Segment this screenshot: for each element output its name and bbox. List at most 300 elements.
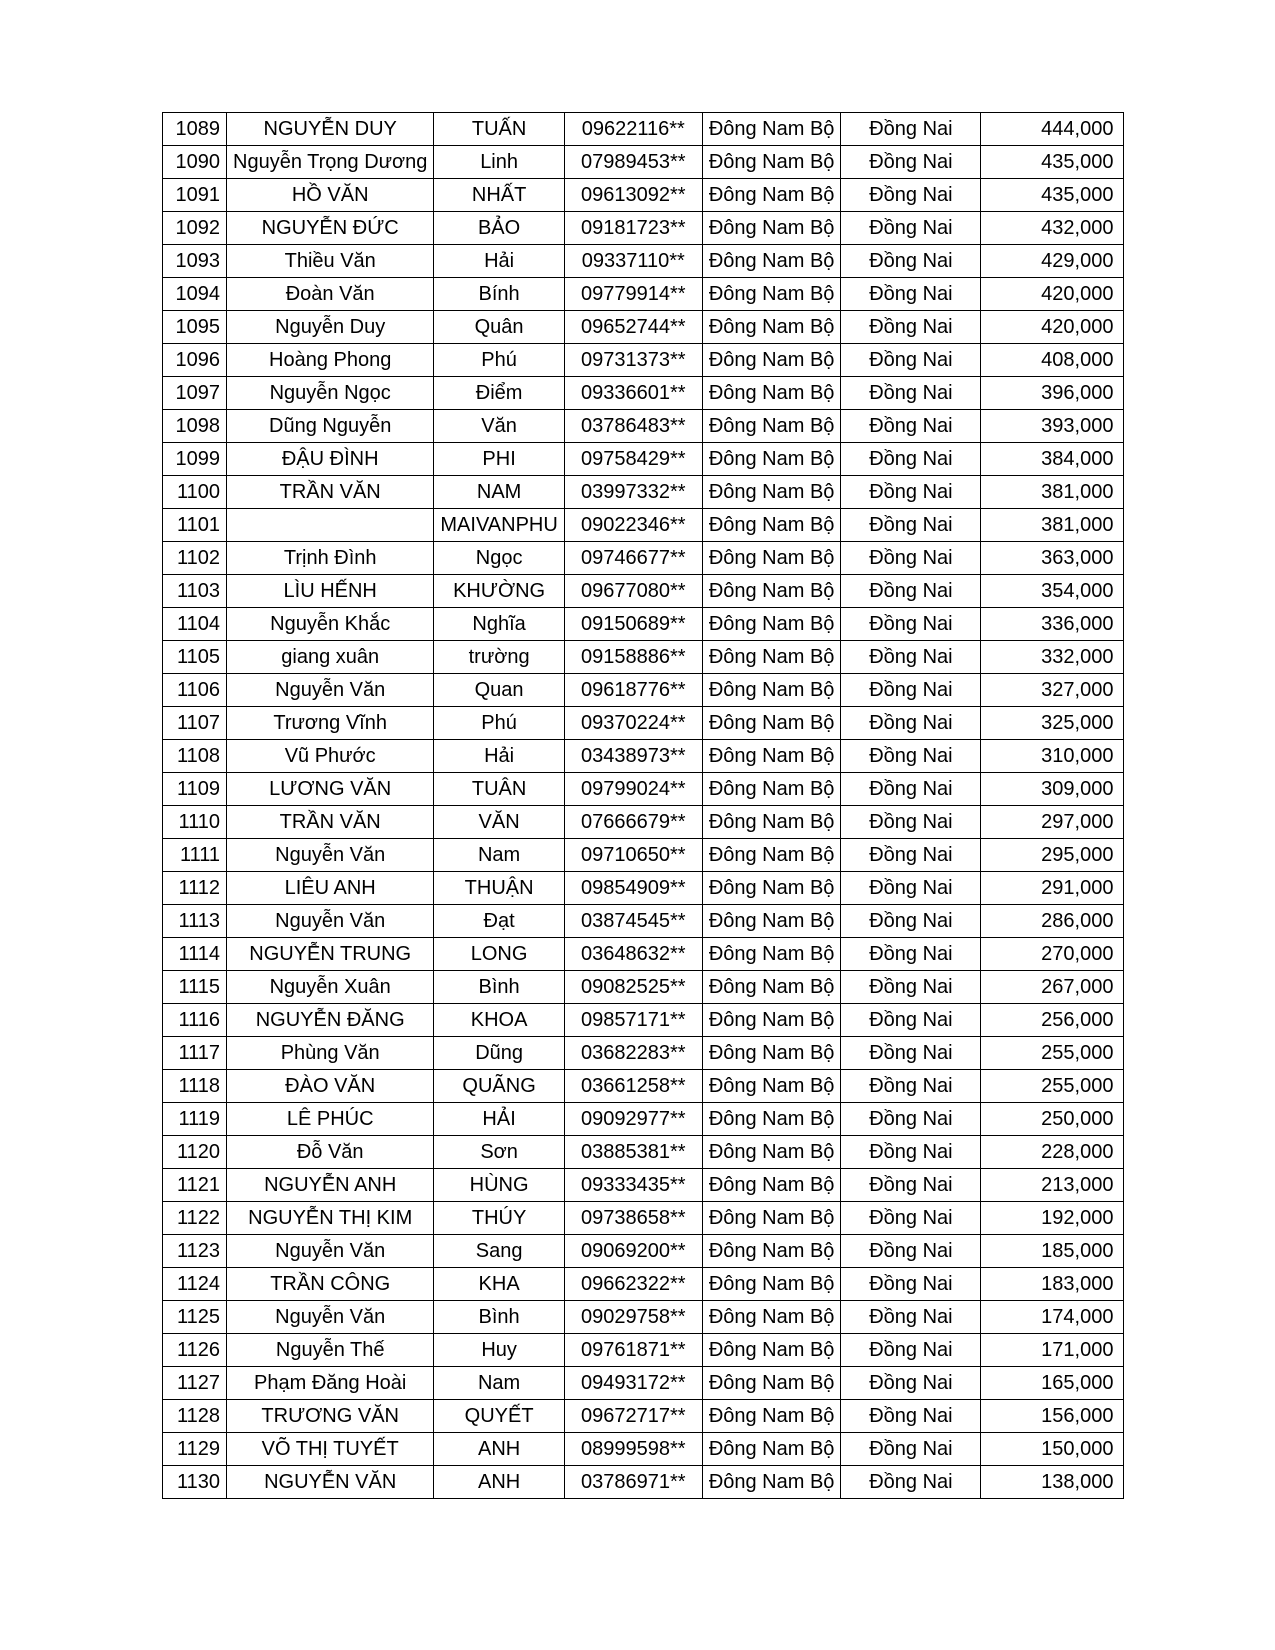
region-cell: Đông Nam Bộ (702, 938, 841, 971)
amount-cell: 255,000 (981, 1037, 1124, 1070)
given-name-cell: Hải (434, 740, 564, 773)
surname-cell: Nguyễn Văn (227, 1301, 434, 1334)
given-name-cell: ANH (434, 1466, 564, 1499)
surname-cell: Nguyễn Khắc (227, 608, 434, 641)
province-cell: Đồng Nai (841, 410, 981, 443)
phone-cell: 09622116** (564, 113, 702, 146)
surname-cell: Nguyễn Văn (227, 674, 434, 707)
surname-cell: LIÊU ANH (227, 872, 434, 905)
given-name-cell: PHI (434, 443, 564, 476)
region-cell: Đông Nam Bộ (702, 740, 841, 773)
given-name-cell: TUẤN (434, 113, 564, 146)
province-cell: Đồng Nai (841, 1103, 981, 1136)
row-number-cell: 1116 (163, 1004, 227, 1037)
table-row (163, 1400, 1124, 1433)
amount-cell: 444,000 (981, 113, 1124, 146)
table-row (163, 674, 1124, 707)
table-row (163, 1466, 1124, 1499)
row-number-cell: 1129 (163, 1433, 227, 1466)
province-cell: Đồng Nai (841, 1136, 981, 1169)
province-cell: Đồng Nai (841, 245, 981, 278)
given-name-cell: Huy (434, 1334, 564, 1367)
surname-cell: NGUYỄN VĂN (227, 1466, 434, 1499)
row-number-cell: 1098 (163, 410, 227, 443)
region-cell: Đông Nam Bộ (702, 575, 841, 608)
province-cell: Đồng Nai (841, 1004, 981, 1037)
row-number-cell: 1117 (163, 1037, 227, 1070)
region-cell: Đông Nam Bộ (702, 410, 841, 443)
province-cell: Đồng Nai (841, 641, 981, 674)
surname-cell: TRẦN VĂN (227, 476, 434, 509)
phone-cell: 07989453** (564, 146, 702, 179)
table-row (163, 608, 1124, 641)
surname-cell: giang xuân (227, 641, 434, 674)
surname-cell: TRƯƠNG VĂN (227, 1400, 434, 1433)
province-cell: Đồng Nai (841, 212, 981, 245)
surname-cell: Nguyễn Văn (227, 905, 434, 938)
phone-cell: 09181723** (564, 212, 702, 245)
given-name-cell: VĂN (434, 806, 564, 839)
phone-cell: 07666679** (564, 806, 702, 839)
province-cell: Đồng Nai (841, 377, 981, 410)
region-cell: Đông Nam Bộ (702, 1433, 841, 1466)
amount-cell: 327,000 (981, 674, 1124, 707)
phone-cell: 09758429** (564, 443, 702, 476)
province-cell: Đồng Nai (841, 971, 981, 1004)
province-cell: Đồng Nai (841, 278, 981, 311)
region-cell: Đông Nam Bộ (702, 839, 841, 872)
region-cell: Đông Nam Bộ (702, 443, 841, 476)
surname-cell: Nguyễn Ngọc (227, 377, 434, 410)
surname-cell: Thiều Văn (227, 245, 434, 278)
table-row (163, 245, 1124, 278)
amount-cell: 336,000 (981, 608, 1124, 641)
table-row (163, 509, 1124, 542)
amount-cell: 435,000 (981, 146, 1124, 179)
surname-cell: NGUYỄN TRUNG (227, 938, 434, 971)
phone-cell: 09738658** (564, 1202, 702, 1235)
phone-cell: 09854909** (564, 872, 702, 905)
phone-cell: 09069200** (564, 1235, 702, 1268)
phone-cell: 09662322** (564, 1268, 702, 1301)
table-row (163, 410, 1124, 443)
region-cell: Đông Nam Bộ (702, 773, 841, 806)
province-cell: Đồng Nai (841, 1037, 981, 1070)
row-number-cell: 1102 (163, 542, 227, 575)
given-name-cell: Bình (434, 971, 564, 1004)
region-cell: Đông Nam Bộ (702, 806, 841, 839)
amount-cell: 325,000 (981, 707, 1124, 740)
row-number-cell: 1119 (163, 1103, 227, 1136)
phone-cell: 09652744** (564, 311, 702, 344)
row-number-cell: 1100 (163, 476, 227, 509)
surname-cell: ĐÀO VĂN (227, 1070, 434, 1103)
region-cell: Đông Nam Bộ (702, 1367, 841, 1400)
surname-cell: NGUYỄN ANH (227, 1169, 434, 1202)
region-cell: Đông Nam Bộ (702, 1004, 841, 1037)
given-name-cell: QUYẾT (434, 1400, 564, 1433)
phone-cell: 09857171** (564, 1004, 702, 1037)
given-name-cell: Văn (434, 410, 564, 443)
table-row (163, 113, 1124, 146)
table-row (163, 212, 1124, 245)
amount-cell: 384,000 (981, 443, 1124, 476)
amount-cell: 332,000 (981, 641, 1124, 674)
row-number-cell: 1113 (163, 905, 227, 938)
row-number-cell: 1091 (163, 179, 227, 212)
province-cell: Đồng Nai (841, 1466, 981, 1499)
row-number-cell: 1104 (163, 608, 227, 641)
surname-cell: Trương Vĩnh (227, 707, 434, 740)
phone-cell: 03885381** (564, 1136, 702, 1169)
row-number-cell: 1107 (163, 707, 227, 740)
amount-cell: 174,000 (981, 1301, 1124, 1334)
amount-cell: 396,000 (981, 377, 1124, 410)
province-cell: Đồng Nai (841, 806, 981, 839)
region-cell: Đông Nam Bộ (702, 1334, 841, 1367)
surname-cell: Đoàn Văn (227, 278, 434, 311)
table-row (163, 641, 1124, 674)
table-row (163, 179, 1124, 212)
region-cell: Đông Nam Bộ (702, 1136, 841, 1169)
phone-cell: 03786971** (564, 1466, 702, 1499)
row-number-cell: 1106 (163, 674, 227, 707)
given-name-cell: Sang (434, 1235, 564, 1268)
row-number-cell: 1105 (163, 641, 227, 674)
table-row (163, 443, 1124, 476)
row-number-cell: 1130 (163, 1466, 227, 1499)
given-name-cell: Đạt (434, 905, 564, 938)
province-cell: Đồng Nai (841, 443, 981, 476)
amount-cell: 267,000 (981, 971, 1124, 1004)
given-name-cell: Phú (434, 344, 564, 377)
given-name-cell: NHẤT (434, 179, 564, 212)
row-number-cell: 1110 (163, 806, 227, 839)
province-cell: Đồng Nai (841, 476, 981, 509)
amount-cell: 183,000 (981, 1268, 1124, 1301)
given-name-cell: Sơn (434, 1136, 564, 1169)
amount-cell: 420,000 (981, 278, 1124, 311)
surname-cell: Nguyễn Văn (227, 1235, 434, 1268)
surname-cell: Trịnh Đình (227, 542, 434, 575)
row-number-cell: 1090 (163, 146, 227, 179)
phone-cell: 09677080** (564, 575, 702, 608)
amount-cell: 435,000 (981, 179, 1124, 212)
amount-cell: 156,000 (981, 1400, 1124, 1433)
table-row (163, 1367, 1124, 1400)
phone-cell: 09370224** (564, 707, 702, 740)
row-number-cell: 1095 (163, 311, 227, 344)
given-name-cell: THÚY (434, 1202, 564, 1235)
amount-cell: 363,000 (981, 542, 1124, 575)
region-cell: Đông Nam Bộ (702, 1400, 841, 1433)
surname-cell: Nguyễn Thế (227, 1334, 434, 1367)
province-cell: Đồng Nai (841, 146, 981, 179)
given-name-cell: Bính (434, 278, 564, 311)
region-cell: Đông Nam Bộ (702, 674, 841, 707)
given-name-cell: Nghĩa (434, 608, 564, 641)
phone-cell: 09672717** (564, 1400, 702, 1433)
table-body (163, 113, 1124, 1499)
surname-cell: TRẦN VĂN (227, 806, 434, 839)
surname-cell: Nguyễn Trọng Dương (227, 146, 434, 179)
table-row (163, 1334, 1124, 1367)
province-cell: Đồng Nai (841, 344, 981, 377)
given-name-cell: Điểm (434, 377, 564, 410)
row-number-cell: 1114 (163, 938, 227, 971)
surname-cell: Vũ Phước (227, 740, 434, 773)
given-name-cell: KHA (434, 1268, 564, 1301)
table-row (163, 839, 1124, 872)
province-cell: Đồng Nai (841, 179, 981, 212)
given-name-cell: Bình (434, 1301, 564, 1334)
table-row (163, 971, 1124, 1004)
region-cell: Đông Nam Bộ (702, 1466, 841, 1499)
amount-cell: 138,000 (981, 1466, 1124, 1499)
table-row (163, 1136, 1124, 1169)
surname-cell: Phạm Đăng Hoài (227, 1367, 434, 1400)
row-number-cell: 1121 (163, 1169, 227, 1202)
table-row (163, 278, 1124, 311)
amount-cell: 310,000 (981, 740, 1124, 773)
row-number-cell: 1118 (163, 1070, 227, 1103)
province-cell: Đồng Nai (841, 542, 981, 575)
phone-cell: 09092977** (564, 1103, 702, 1136)
surname-cell: Phùng Văn (227, 1037, 434, 1070)
row-number-cell: 1127 (163, 1367, 227, 1400)
amount-cell: 295,000 (981, 839, 1124, 872)
row-number-cell: 1094 (163, 278, 227, 311)
phone-cell: 09336601** (564, 377, 702, 410)
province-cell: Đồng Nai (841, 674, 981, 707)
province-cell: Đồng Nai (841, 1202, 981, 1235)
province-cell: Đồng Nai (841, 1400, 981, 1433)
table-row (163, 1268, 1124, 1301)
table-row (163, 1004, 1124, 1037)
province-cell: Đồng Nai (841, 839, 981, 872)
region-cell: Đông Nam Bộ (702, 1235, 841, 1268)
surname-cell: NGUYỄN DUY (227, 113, 434, 146)
given-name-cell: TUÂN (434, 773, 564, 806)
given-name-cell: Ngọc (434, 542, 564, 575)
phone-cell: 09779914** (564, 278, 702, 311)
table-row (163, 773, 1124, 806)
province-cell: Đồng Nai (841, 1433, 981, 1466)
phone-cell: 03786483** (564, 410, 702, 443)
table-row (163, 905, 1124, 938)
province-cell: Đồng Nai (841, 773, 981, 806)
given-name-cell: THUẬN (434, 872, 564, 905)
province-cell: Đồng Nai (841, 938, 981, 971)
given-name-cell: ANH (434, 1433, 564, 1466)
phone-cell: 09022346** (564, 509, 702, 542)
phone-cell: 09710650** (564, 839, 702, 872)
given-name-cell: LONG (434, 938, 564, 971)
surname-cell: Nguyễn Văn (227, 839, 434, 872)
row-number-cell: 1128 (163, 1400, 227, 1433)
province-cell: Đồng Nai (841, 575, 981, 608)
region-cell: Đông Nam Bộ (702, 212, 841, 245)
phone-cell: 03874545** (564, 905, 702, 938)
given-name-cell: HẢI (434, 1103, 564, 1136)
amount-cell: 256,000 (981, 1004, 1124, 1037)
province-cell: Đồng Nai (841, 608, 981, 641)
region-cell: Đông Nam Bộ (702, 509, 841, 542)
row-number-cell: 1101 (163, 509, 227, 542)
amount-cell: 192,000 (981, 1202, 1124, 1235)
region-cell: Đông Nam Bộ (702, 113, 841, 146)
province-cell: Đồng Nai (841, 1268, 981, 1301)
amount-cell: 354,000 (981, 575, 1124, 608)
amount-cell: 286,000 (981, 905, 1124, 938)
surname-cell: LƯƠNG VĂN (227, 773, 434, 806)
phone-cell: 09799024** (564, 773, 702, 806)
province-cell: Đồng Nai (841, 740, 981, 773)
amount-cell: 165,000 (981, 1367, 1124, 1400)
row-number-cell: 1120 (163, 1136, 227, 1169)
given-name-cell: MAIVANPHU (434, 509, 564, 542)
surname-cell: NGUYỄN ĐỨC (227, 212, 434, 245)
row-number-cell: 1096 (163, 344, 227, 377)
phone-cell: 09493172** (564, 1367, 702, 1400)
amount-cell: 420,000 (981, 311, 1124, 344)
region-cell: Đông Nam Bộ (702, 311, 841, 344)
surname-cell: Dũng Nguyễn (227, 410, 434, 443)
row-number-cell: 1111 (163, 839, 227, 872)
given-name-cell: KHOA (434, 1004, 564, 1037)
province-cell: Đồng Nai (841, 1367, 981, 1400)
region-cell: Đông Nam Bộ (702, 608, 841, 641)
region-cell: Đông Nam Bộ (702, 971, 841, 1004)
surname-cell: Nguyễn Duy (227, 311, 434, 344)
region-cell: Đông Nam Bộ (702, 641, 841, 674)
phone-cell: 03682283** (564, 1037, 702, 1070)
region-cell: Đông Nam Bộ (702, 872, 841, 905)
region-cell: Đông Nam Bộ (702, 1301, 841, 1334)
phone-cell: 03438973** (564, 740, 702, 773)
surname-cell: Đỗ Văn (227, 1136, 434, 1169)
surname-cell: Nguyễn Xuân (227, 971, 434, 1004)
amount-cell: 185,000 (981, 1235, 1124, 1268)
phone-cell: 09029758** (564, 1301, 702, 1334)
phone-cell: 09158886** (564, 641, 702, 674)
amount-cell: 381,000 (981, 476, 1124, 509)
region-cell: Đông Nam Bộ (702, 1268, 841, 1301)
province-cell: Đồng Nai (841, 1235, 981, 1268)
region-cell: Đông Nam Bộ (702, 476, 841, 509)
row-number-cell: 1103 (163, 575, 227, 608)
table-row (163, 311, 1124, 344)
given-name-cell: Quân (434, 311, 564, 344)
given-name-cell: QUÃNG (434, 1070, 564, 1103)
region-cell: Đông Nam Bộ (702, 1103, 841, 1136)
given-name-cell: Phú (434, 707, 564, 740)
table-row (163, 1235, 1124, 1268)
province-cell: Đồng Nai (841, 707, 981, 740)
phone-cell: 03661258** (564, 1070, 702, 1103)
region-cell: Đông Nam Bộ (702, 1169, 841, 1202)
surname-cell: HỒ VĂN (227, 179, 434, 212)
surname-cell: ĐẬU ĐÌNH (227, 443, 434, 476)
province-cell: Đồng Nai (841, 1169, 981, 1202)
given-name-cell: Dũng (434, 1037, 564, 1070)
table-row (163, 1433, 1124, 1466)
surname-cell: TRẦN CÔNG (227, 1268, 434, 1301)
amount-cell: 291,000 (981, 872, 1124, 905)
amount-cell: 213,000 (981, 1169, 1124, 1202)
amount-cell: 171,000 (981, 1334, 1124, 1367)
amount-cell: 432,000 (981, 212, 1124, 245)
phone-cell: 09746677** (564, 542, 702, 575)
given-name-cell: BẢO (434, 212, 564, 245)
surname-cell: Hoàng Phong (227, 344, 434, 377)
amount-cell: 150,000 (981, 1433, 1124, 1466)
row-number-cell: 1112 (163, 872, 227, 905)
given-name-cell: HÙNG (434, 1169, 564, 1202)
region-cell: Đông Nam Bộ (702, 905, 841, 938)
given-name-cell: NAM (434, 476, 564, 509)
phone-cell: 09613092** (564, 179, 702, 212)
table-row (163, 740, 1124, 773)
province-cell: Đồng Nai (841, 1301, 981, 1334)
given-name-cell: Nam (434, 839, 564, 872)
amount-cell: 429,000 (981, 245, 1124, 278)
region-cell: Đông Nam Bộ (702, 179, 841, 212)
region-cell: Đông Nam Bộ (702, 707, 841, 740)
region-cell: Đông Nam Bộ (702, 245, 841, 278)
row-number-cell: 1124 (163, 1268, 227, 1301)
region-cell: Đông Nam Bộ (702, 344, 841, 377)
surname-cell: LÌU HẾNH (227, 575, 434, 608)
table-row (163, 1301, 1124, 1334)
table-row (163, 938, 1124, 971)
row-number-cell: 1097 (163, 377, 227, 410)
phone-cell: 09618776** (564, 674, 702, 707)
row-number-cell: 1123 (163, 1235, 227, 1268)
region-cell: Đông Nam Bộ (702, 1070, 841, 1103)
amount-cell: 255,000 (981, 1070, 1124, 1103)
surname-cell: VÕ THỊ TUYẾT (227, 1433, 434, 1466)
phone-cell: 09082525** (564, 971, 702, 1004)
phone-cell: 09761871** (564, 1334, 702, 1367)
table-row (163, 1202, 1124, 1235)
province-cell: Đồng Nai (841, 509, 981, 542)
table-row (163, 707, 1124, 740)
phone-cell: 08999598** (564, 1433, 702, 1466)
province-cell: Đồng Nai (841, 311, 981, 344)
row-number-cell: 1125 (163, 1301, 227, 1334)
table-row (163, 872, 1124, 905)
table-row (163, 1070, 1124, 1103)
amount-cell: 228,000 (981, 1136, 1124, 1169)
table-row (163, 146, 1124, 179)
region-cell: Đông Nam Bộ (702, 1202, 841, 1235)
given-name-cell: KHƯỜNG (434, 575, 564, 608)
table-row (163, 806, 1124, 839)
row-number-cell: 1122 (163, 1202, 227, 1235)
row-number-cell: 1109 (163, 773, 227, 806)
given-name-cell: Linh (434, 146, 564, 179)
row-number-cell: 1092 (163, 212, 227, 245)
phone-cell: 09337110** (564, 245, 702, 278)
given-name-cell: Quan (434, 674, 564, 707)
amount-cell: 408,000 (981, 344, 1124, 377)
phone-cell: 09333435** (564, 1169, 702, 1202)
table-row (163, 344, 1124, 377)
table-row (163, 1103, 1124, 1136)
row-number-cell: 1115 (163, 971, 227, 1004)
region-cell: Đông Nam Bộ (702, 377, 841, 410)
